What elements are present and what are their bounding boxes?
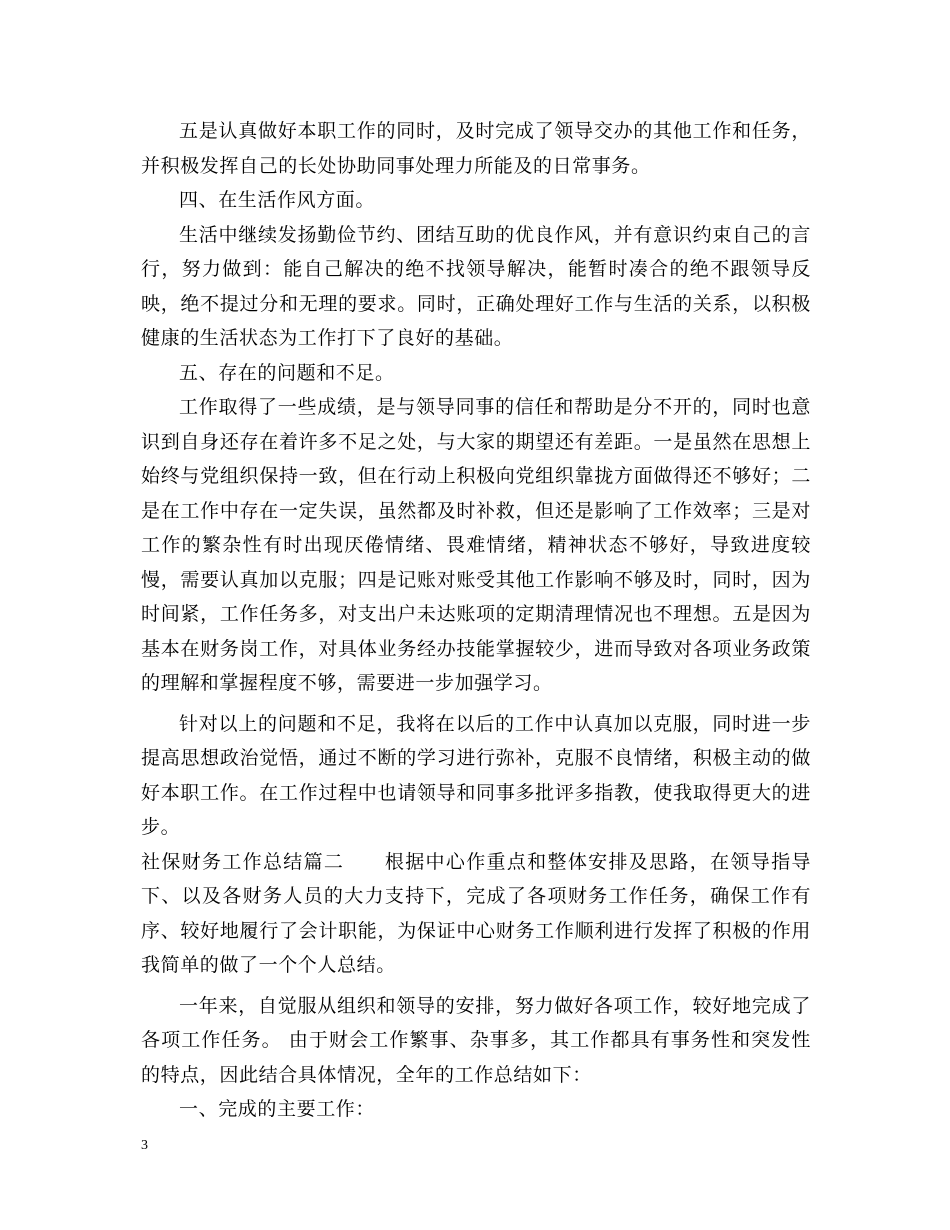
page-number: 3 bbox=[141, 1138, 148, 1153]
heading-life-style: 四、在生活作风方面。 bbox=[179, 189, 376, 211]
paragraph-article-two-intro: 社保财务工作总结篇二 根据中心作重点和整体安排及思路，在领导指导下、以及各财务人员的大力支持下，完成了各项财务工作任务，确保工作有序、较好地履行了会计职能，为保证中心财务工作顺利进行发挥了积极的作用我简单的做了一个个人总结。 bbox=[141, 850, 811, 976]
heading-problems: 五、存在的问题和不足。 bbox=[179, 361, 395, 384]
heading-main-work: 一、完成的主要工作： bbox=[179, 1098, 376, 1120]
paragraph-improvement: 针对以上的问题和不足，我将在以后的工作中认真加以克服，同时进一步提高思想政治觉悟，通过不断的学习进行弥补，克服不良情绪，积极主动的做好本职工作。在工作过程中也请领导和同事多批评多指教，使我取得更大的进步。 bbox=[141, 712, 811, 838]
paragraph-problems: 工作取得了一些成绩，是与领导同事的信任和帮助是分不开的，同时也意识到自身还存在着许多不足之处，与大家的期望还有差距。一是虽然在思想上始终与党组织保持一致，但在行动上积极向党组织靠拢方面做得还不够好；二是在工作中存在一定失误，虽然都及时补救，但还是影响了工作效率；三是对工作的繁杂性有时出现厌倦情绪、畏难情绪，精神状态不够好，导致进度较慢，需要认真加以克服；四是记账对账受其他工作影响不够及时，同时，因为时间紧，工作任务多，对支出户未达账项的定期清理情况也不理想。五是因为基本在财务岗工作，对具体业务经办技能掌握较少，进而导致对各项业务政策的理解和掌握程度不够，需要进一步加强学习。 bbox=[141, 396, 811, 694]
paragraph-life-style: 生活中继续发扬勤俭节约、团结互助的优良作风，并有意识约束自己的言行，努力做到：能自己解决的绝不找领导解决，能暂时凑合的绝不跟领导反映，绝不提过分和无理的要求。同时，正确处理好工作与生活的关系，以积极健康的生活状态为工作打下了良好的基础。 bbox=[141, 223, 811, 349]
paragraph-year-summary: 一年来，自觉服从组织和领导的安排，努力做好各项工作，较好地完成了各项工作任务。 由于财会工作繁事、杂事多，其工作都具有事务性和突发性的特点，因此结合具体情况，全年的工作总结如下： bbox=[141, 994, 811, 1086]
document-body bbox=[141, 114, 811, 1127]
paragraph-duty-five: 五是认真做好本职工作的同时，及时完成了领导交办的其他工作和任务，并积极发挥自己的长处协助同事处理力所能及的日常事务。 bbox=[141, 120, 811, 177]
